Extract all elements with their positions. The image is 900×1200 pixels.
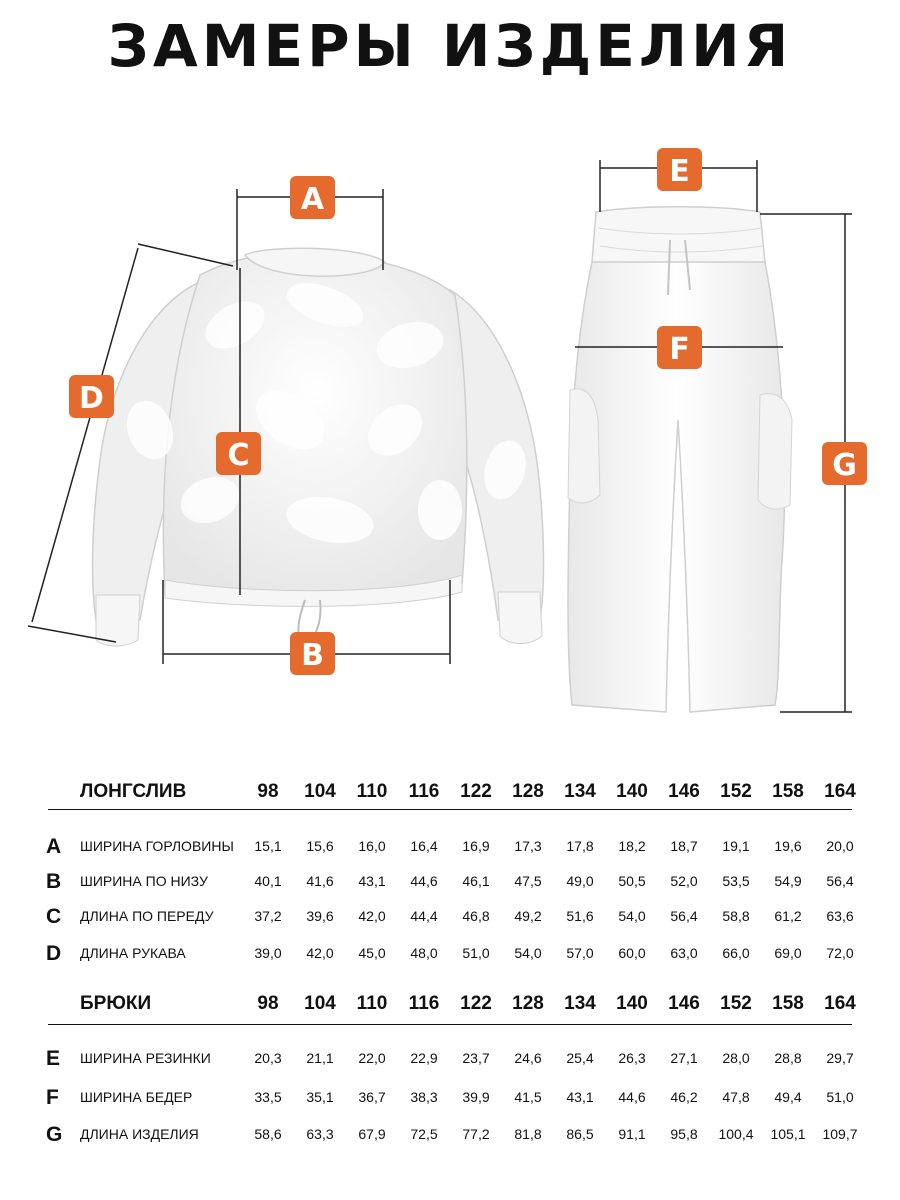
table-cell: 51,6: [566, 908, 594, 924]
table-cell: 39,6: [306, 908, 334, 924]
pants-section-title: БРЮКИ: [80, 993, 152, 1014]
table-cell: 27,1: [670, 1050, 698, 1066]
page-title: ЗАМЕРЫ ИЗДЕЛИЯ: [107, 12, 793, 80]
table-cell: 43,1: [566, 1089, 594, 1105]
longsleeve-section-title: ЛОНГСЛИВ: [80, 781, 187, 802]
longsleeve-size-header: 152: [720, 781, 752, 802]
longsleeve-size-header: 128: [512, 781, 544, 802]
pants-illustration: [568, 207, 792, 712]
pants-size-header: 128: [512, 993, 544, 1014]
table-cell: 39,0: [254, 945, 282, 961]
table-cell: 20,3: [254, 1050, 282, 1066]
table-cell: 46,8: [462, 908, 490, 924]
pants-size-header: 134: [564, 993, 596, 1014]
row-letter: F: [46, 1086, 59, 1109]
table-cell: 41,6: [306, 873, 334, 889]
svg-text:E: E: [669, 154, 690, 189]
table-cell: 20,0: [826, 838, 854, 854]
table-cell: 49,4: [774, 1089, 802, 1105]
table-cell: 42,0: [358, 908, 386, 924]
table-cell: 38,3: [410, 1089, 438, 1105]
row-label: ШИРИНА ГОРЛОВИНЫ: [80, 838, 234, 854]
table-cell: 56,4: [826, 873, 854, 889]
marker-a: [290, 176, 335, 219]
pants-size-header: 104: [304, 993, 336, 1014]
row-letter: G: [46, 1123, 63, 1146]
pants-size-header: 152: [720, 993, 752, 1014]
table-cell: 40,1: [254, 873, 282, 889]
table-cell: 52,0: [670, 873, 698, 889]
table-cell: 58,6: [254, 1126, 282, 1142]
table-cell: 67,9: [358, 1126, 386, 1142]
table-cell: 24,6: [514, 1050, 542, 1066]
table-cell: 47,8: [722, 1089, 750, 1105]
table-cell: 46,2: [670, 1089, 698, 1105]
table-cell: 28,0: [722, 1050, 750, 1066]
table-cell: 50,5: [618, 873, 646, 889]
marker-d: [69, 375, 114, 418]
table-cell: 16,4: [410, 838, 438, 854]
svg-text:G: G: [832, 448, 857, 483]
table-cell: 44,6: [618, 1089, 646, 1105]
pants-size-header: 158: [772, 993, 804, 1014]
longsleeve-size-header: 110: [356, 781, 388, 802]
table-cell: 19,6: [774, 838, 802, 854]
table-cell: 43,1: [358, 873, 386, 889]
table-cell: 58,8: [722, 908, 750, 924]
row-letter: E: [46, 1047, 61, 1070]
table-cell: 41,5: [514, 1089, 542, 1105]
table-cell: 46,1: [462, 873, 490, 889]
table-cell: 36,7: [358, 1089, 386, 1105]
marker-e: [657, 148, 702, 191]
table-cell: 42,0: [306, 945, 334, 961]
table-cell: 54,9: [774, 873, 802, 889]
table-cell: 48,0: [410, 945, 438, 961]
longsleeve-size-header: 116: [408, 781, 440, 802]
table-cell: 26,3: [618, 1050, 646, 1066]
row-label: ДЛИНА РУКАВА: [80, 945, 186, 961]
table-cell: 60,0: [618, 945, 646, 961]
table-cell: 54,0: [618, 908, 646, 924]
table-cell: 39,9: [462, 1089, 490, 1105]
row-letter: A: [46, 835, 62, 858]
table-cell: 44,4: [410, 908, 438, 924]
table-cell: 77,2: [462, 1126, 490, 1142]
longsleeve-size-header: 164: [824, 781, 856, 802]
table-cell: 37,2: [254, 908, 282, 924]
table-cell: 28,8: [774, 1050, 802, 1066]
row-label: ШИРИНА РЕЗИНКИ: [80, 1050, 211, 1066]
row-label: ШИРИНА БЕДЕР: [80, 1089, 193, 1105]
table-cell: 61,2: [774, 908, 802, 924]
table-cell: 29,7: [826, 1050, 854, 1066]
table-cell: 25,4: [566, 1050, 594, 1066]
table-cell: 33,5: [254, 1089, 282, 1105]
row-letter: B: [46, 870, 62, 893]
pants-size-header: 140: [616, 993, 648, 1014]
table-cell: 15,1: [254, 838, 282, 854]
table-cell: 63,0: [670, 945, 698, 961]
row-label: ШИРИНА ПО НИЗУ: [80, 873, 208, 889]
table-cell: 91,1: [618, 1126, 646, 1142]
longsleeve-size-header: 122: [460, 781, 492, 802]
pants-size-header: 146: [668, 993, 700, 1014]
row-letter: D: [46, 942, 62, 965]
table-cell: 63,3: [306, 1126, 334, 1142]
table-cell: 15,6: [306, 838, 334, 854]
svg-text:C: C: [227, 438, 250, 473]
svg-text:B: B: [301, 638, 324, 673]
table-cell: 22,9: [410, 1050, 438, 1066]
row-label: ДЛИНА ПО ПЕРЕДУ: [80, 908, 214, 924]
svg-text:A: A: [300, 182, 325, 217]
longsleeve-size-header: 158: [772, 781, 804, 802]
longsleeve-size-header: 146: [668, 781, 700, 802]
table-cell: 51,0: [462, 945, 490, 961]
marker-c: [216, 432, 261, 475]
table-cell: 86,5: [566, 1126, 594, 1142]
table-cell: 49,0: [566, 873, 594, 889]
table-cell: 72,5: [410, 1126, 438, 1142]
table-cell: 18,7: [670, 838, 698, 854]
svg-text:F: F: [669, 332, 690, 367]
table-cell: 45,0: [358, 945, 386, 961]
pants-size-header: 164: [824, 993, 856, 1014]
table-cell: 109,7: [822, 1126, 858, 1142]
marker-b: [290, 632, 335, 675]
table-cell: 105,1: [770, 1126, 806, 1142]
table-cell: 44,6: [410, 873, 438, 889]
longsleeve-size-header: 98: [257, 781, 279, 802]
table-cell: 21,1: [306, 1050, 334, 1066]
table-cell: 63,6: [826, 908, 854, 924]
table-cell: 81,8: [514, 1126, 542, 1142]
longsleeve-illustration: [93, 248, 544, 646]
table-cell: 72,0: [826, 945, 854, 961]
table-cell: 95,8: [670, 1126, 698, 1142]
pants-size-header: 110: [356, 993, 388, 1014]
table-cell: 53,5: [722, 873, 750, 889]
table-cell: 22,0: [358, 1050, 386, 1066]
longsleeve-size-header: 134: [564, 781, 596, 802]
table-cell: 69,0: [774, 945, 802, 961]
table-cell: 100,4: [718, 1126, 754, 1142]
longsleeve-size-header: 104: [304, 781, 336, 802]
table-cell: 23,7: [462, 1050, 490, 1066]
table-cell: 16,0: [358, 838, 386, 854]
table-cell: 17,3: [514, 838, 542, 854]
table-cell: 54,0: [514, 945, 542, 961]
table-cell: 51,0: [826, 1089, 854, 1105]
table-cell: 35,1: [306, 1089, 334, 1105]
table-cell: 66,0: [722, 945, 750, 961]
table-cell: 57,0: [566, 945, 594, 961]
table-cell: 47,5: [514, 873, 542, 889]
marker-f: [657, 326, 702, 369]
table-cell: 16,9: [462, 838, 490, 854]
row-letter: C: [46, 905, 62, 928]
table-cell: 56,4: [670, 908, 698, 924]
svg-text:D: D: [79, 381, 104, 416]
pants-size-header: 116: [408, 993, 440, 1014]
pants-header-rule: [48, 1024, 852, 1025]
table-cell: 18,2: [618, 838, 646, 854]
row-label: ДЛИНА ИЗДЕЛИЯ: [80, 1126, 199, 1142]
table-cell: 49,2: [514, 908, 542, 924]
table-cell: 17,8: [566, 838, 594, 854]
marker-g: [822, 442, 867, 485]
table-cell: 19,1: [722, 838, 750, 854]
longsleeve-header-rule: [48, 809, 852, 810]
pants-size-header: 98: [257, 993, 279, 1014]
longsleeve-size-header: 140: [616, 781, 648, 802]
pants-size-header: 122: [460, 993, 492, 1014]
